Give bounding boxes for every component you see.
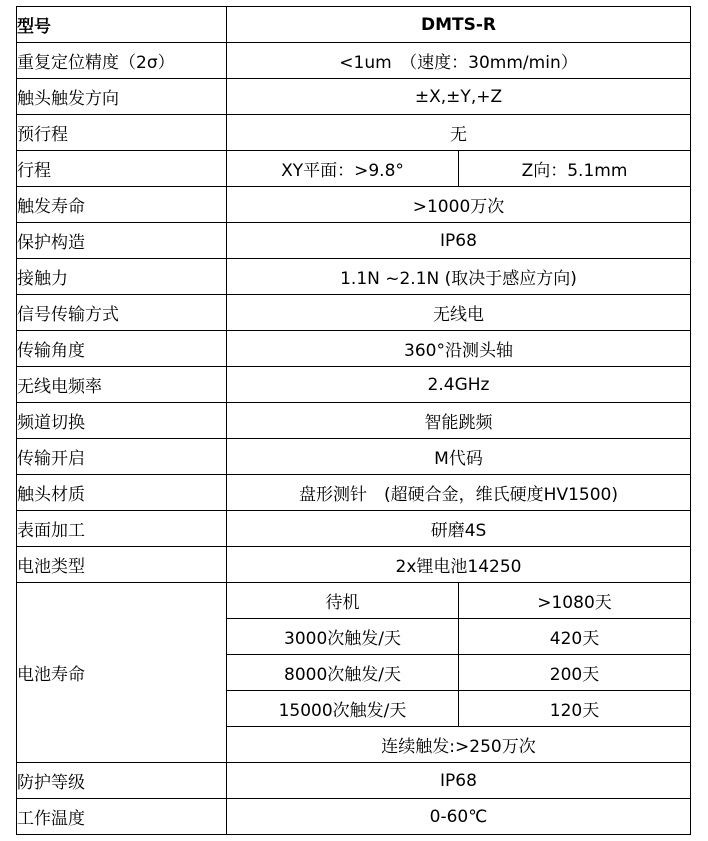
- channel-switching-label: 频道切换: [17, 403, 227, 439]
- table-row-surface-finish: [17, 511, 691, 547]
- table-row-travel: [17, 151, 691, 187]
- trigger-life-value: >1000万次: [227, 187, 691, 223]
- table-row-repeatability: [17, 43, 691, 79]
- operating-temp-label: 工作温度: [17, 799, 227, 835]
- trigger-direction-label: 触头触发方向: [17, 79, 227, 115]
- trigger-direction-value: ±X,±Y,+Z: [227, 79, 691, 115]
- protection-level-value: IP68: [227, 763, 691, 799]
- repeatability-label: 重复定位精度（2σ）: [17, 43, 227, 79]
- battery-life-continuous-value: 连续触发:>250万次: [227, 727, 691, 763]
- transmission-angle-value: 360°沿测头轴: [227, 331, 691, 367]
- table-row-pretravel: [17, 115, 691, 151]
- protection-level-label: 防护等级: [17, 763, 227, 799]
- table-row-channel-switching: [17, 403, 691, 439]
- battery-life-value: 200天: [459, 655, 691, 691]
- contact-force-value: 1.1N ~2.1N (取决于感应方向): [227, 259, 691, 295]
- battery-life-condition: 8000次触发/天: [227, 655, 459, 691]
- table-row-operating-temp: [17, 799, 691, 835]
- surface-finish-label: 表面加工: [17, 511, 227, 547]
- signal-transmission-label: 信号传输方式: [17, 295, 227, 331]
- table-row-radio-frequency: [17, 367, 691, 403]
- table-row-trigger-life: [17, 187, 691, 223]
- table-row-stylus-material: [17, 475, 691, 511]
- surface-finish-value: 研磨4S: [227, 511, 691, 547]
- travel-z-value: Z向：5.1mm: [459, 151, 691, 187]
- battery-life-condition: 待机: [227, 583, 459, 619]
- table-row-model: [17, 7, 691, 43]
- transmission-on-value: M代码: [227, 439, 691, 475]
- battery-type-value: 2x锂电池14250: [227, 547, 691, 583]
- spec-table: [16, 6, 691, 835]
- stylus-material-value: 盘形测针 (超硬合金，维氏硬度HV1500): [227, 475, 691, 511]
- table-row-protection-structure: [17, 223, 691, 259]
- battery-type-label: 电池类型: [17, 547, 227, 583]
- radio-frequency-label: 无线电频率: [17, 367, 227, 403]
- battery-life-value: >1080天: [459, 583, 691, 619]
- table-row-contact-force: [17, 259, 691, 295]
- signal-transmission-value: 无线电: [227, 295, 691, 331]
- table-row-trigger-direction: [17, 79, 691, 115]
- contact-force-label: 接触力: [17, 259, 227, 295]
- table-row-protection-level: [17, 763, 691, 799]
- operating-temp-value: 0-60℃: [227, 799, 691, 835]
- pretravel-value: 无: [227, 115, 691, 151]
- trigger-life-label: 触发寿命: [17, 187, 227, 223]
- travel-label: 行程: [17, 151, 227, 187]
- channel-switching-value: 智能跳频: [227, 403, 691, 439]
- radio-frequency-value: 2.4GHz: [227, 367, 691, 403]
- battery-life-label: 电池寿命: [17, 583, 227, 763]
- repeatability-value: <1um （速度：30mm/min）: [227, 43, 691, 79]
- pretravel-label: 预行程: [17, 115, 227, 151]
- protection-structure-value: IP68: [227, 223, 691, 259]
- battery-life-condition: 15000次触发/天: [227, 691, 459, 727]
- stylus-material-label: 触头材质: [17, 475, 227, 511]
- table-row-battery-type: [17, 547, 691, 583]
- table-row-transmission-on: [17, 439, 691, 475]
- table-row-signal-transmission: [17, 295, 691, 331]
- battery-life-value: 120天: [459, 691, 691, 727]
- travel-xy-value: XY平面：>9.8°: [227, 151, 459, 187]
- protection-structure-label: 保护构造: [17, 223, 227, 259]
- transmission-angle-label: 传输角度: [17, 331, 227, 367]
- table-row-transmission-angle: [17, 331, 691, 367]
- battery-life-condition: 3000次触发/天: [227, 619, 459, 655]
- model-value: DMTS-R: [227, 7, 691, 43]
- transmission-on-label: 传输开启: [17, 439, 227, 475]
- model-label: 型号: [17, 7, 227, 43]
- table-row-battery-life: [17, 583, 691, 619]
- battery-life-value: 420天: [459, 619, 691, 655]
